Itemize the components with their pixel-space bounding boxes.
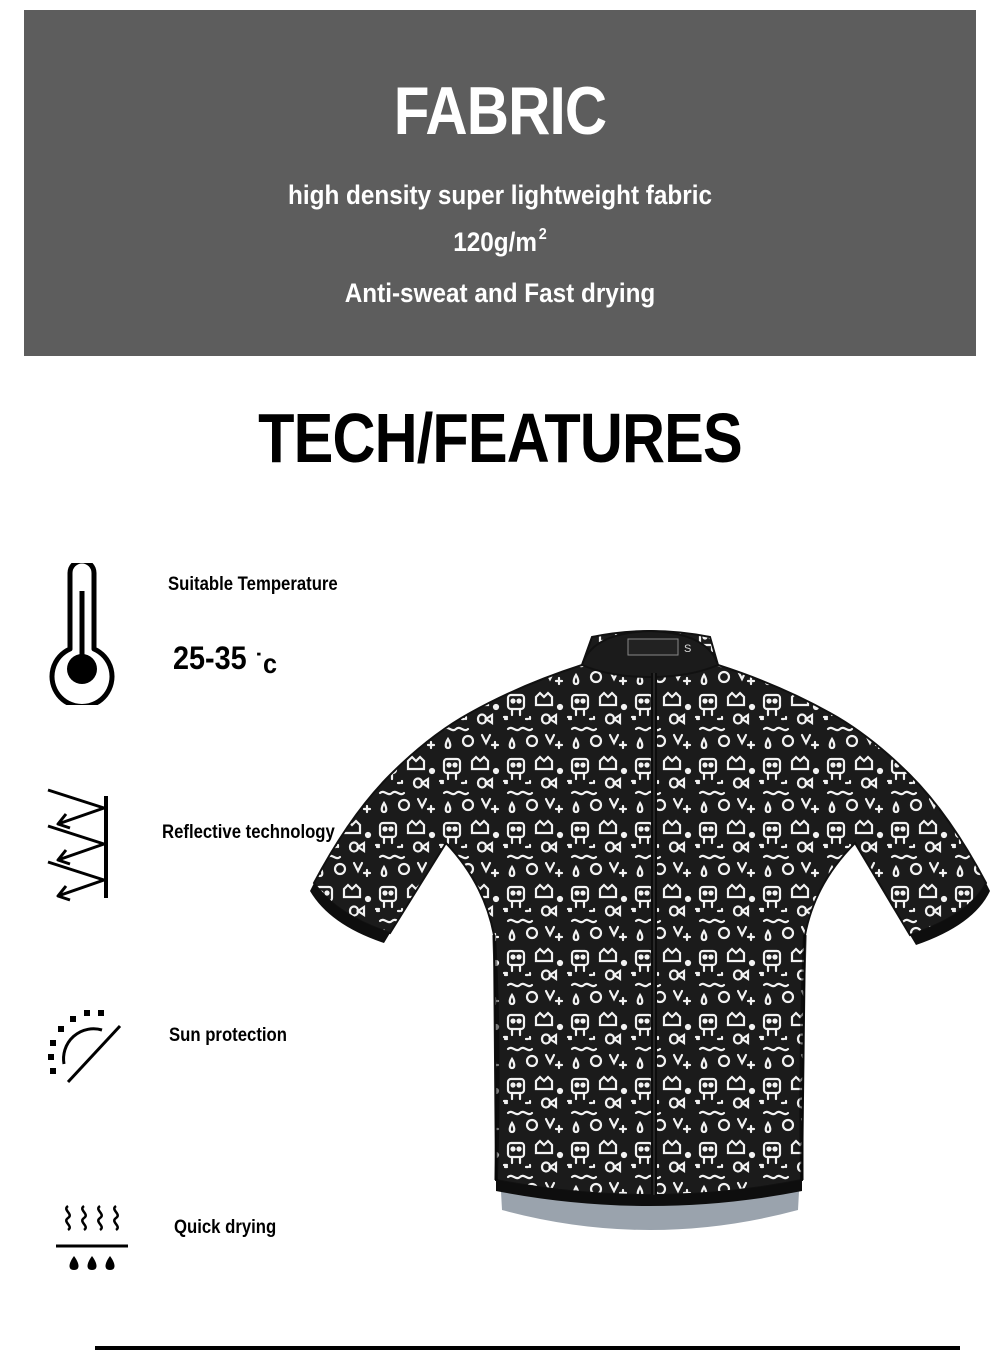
sun-icon	[44, 1006, 124, 1088]
tech-features-title: TECH/FEATURES	[258, 399, 742, 477]
reflective-label: Reflective technology	[162, 822, 335, 843]
bottom-divider	[95, 1346, 960, 1350]
fabric-feature: Anti-sweat and Fast drying	[344, 278, 656, 308]
quick-drying-icon	[54, 1202, 130, 1280]
sun-protection-label: Sun protection	[169, 1025, 287, 1046]
temperature-label: Suitable Temperature	[168, 574, 338, 595]
thermometer-icon	[44, 563, 120, 705]
fabric-banner	[24, 10, 976, 356]
fabric-description: high density super lightweight fabric	[288, 180, 712, 210]
reflective-icon	[44, 786, 114, 902]
jersey-image	[310, 625, 990, 1250]
fabric-weight-value: 120g/m	[453, 227, 537, 257]
temperature-range: 25-35	[173, 640, 247, 676]
quick-drying-label: Quick drying	[174, 1217, 277, 1238]
size-tag: S	[684, 643, 692, 655]
fabric-title: FABRIC	[393, 73, 607, 149]
fabric-weight-exponent: 2	[538, 226, 547, 243]
temperature-unit: ˙c	[254, 648, 278, 679]
temperature-value	[173, 640, 277, 680]
fabric-weight	[72, 226, 929, 258]
